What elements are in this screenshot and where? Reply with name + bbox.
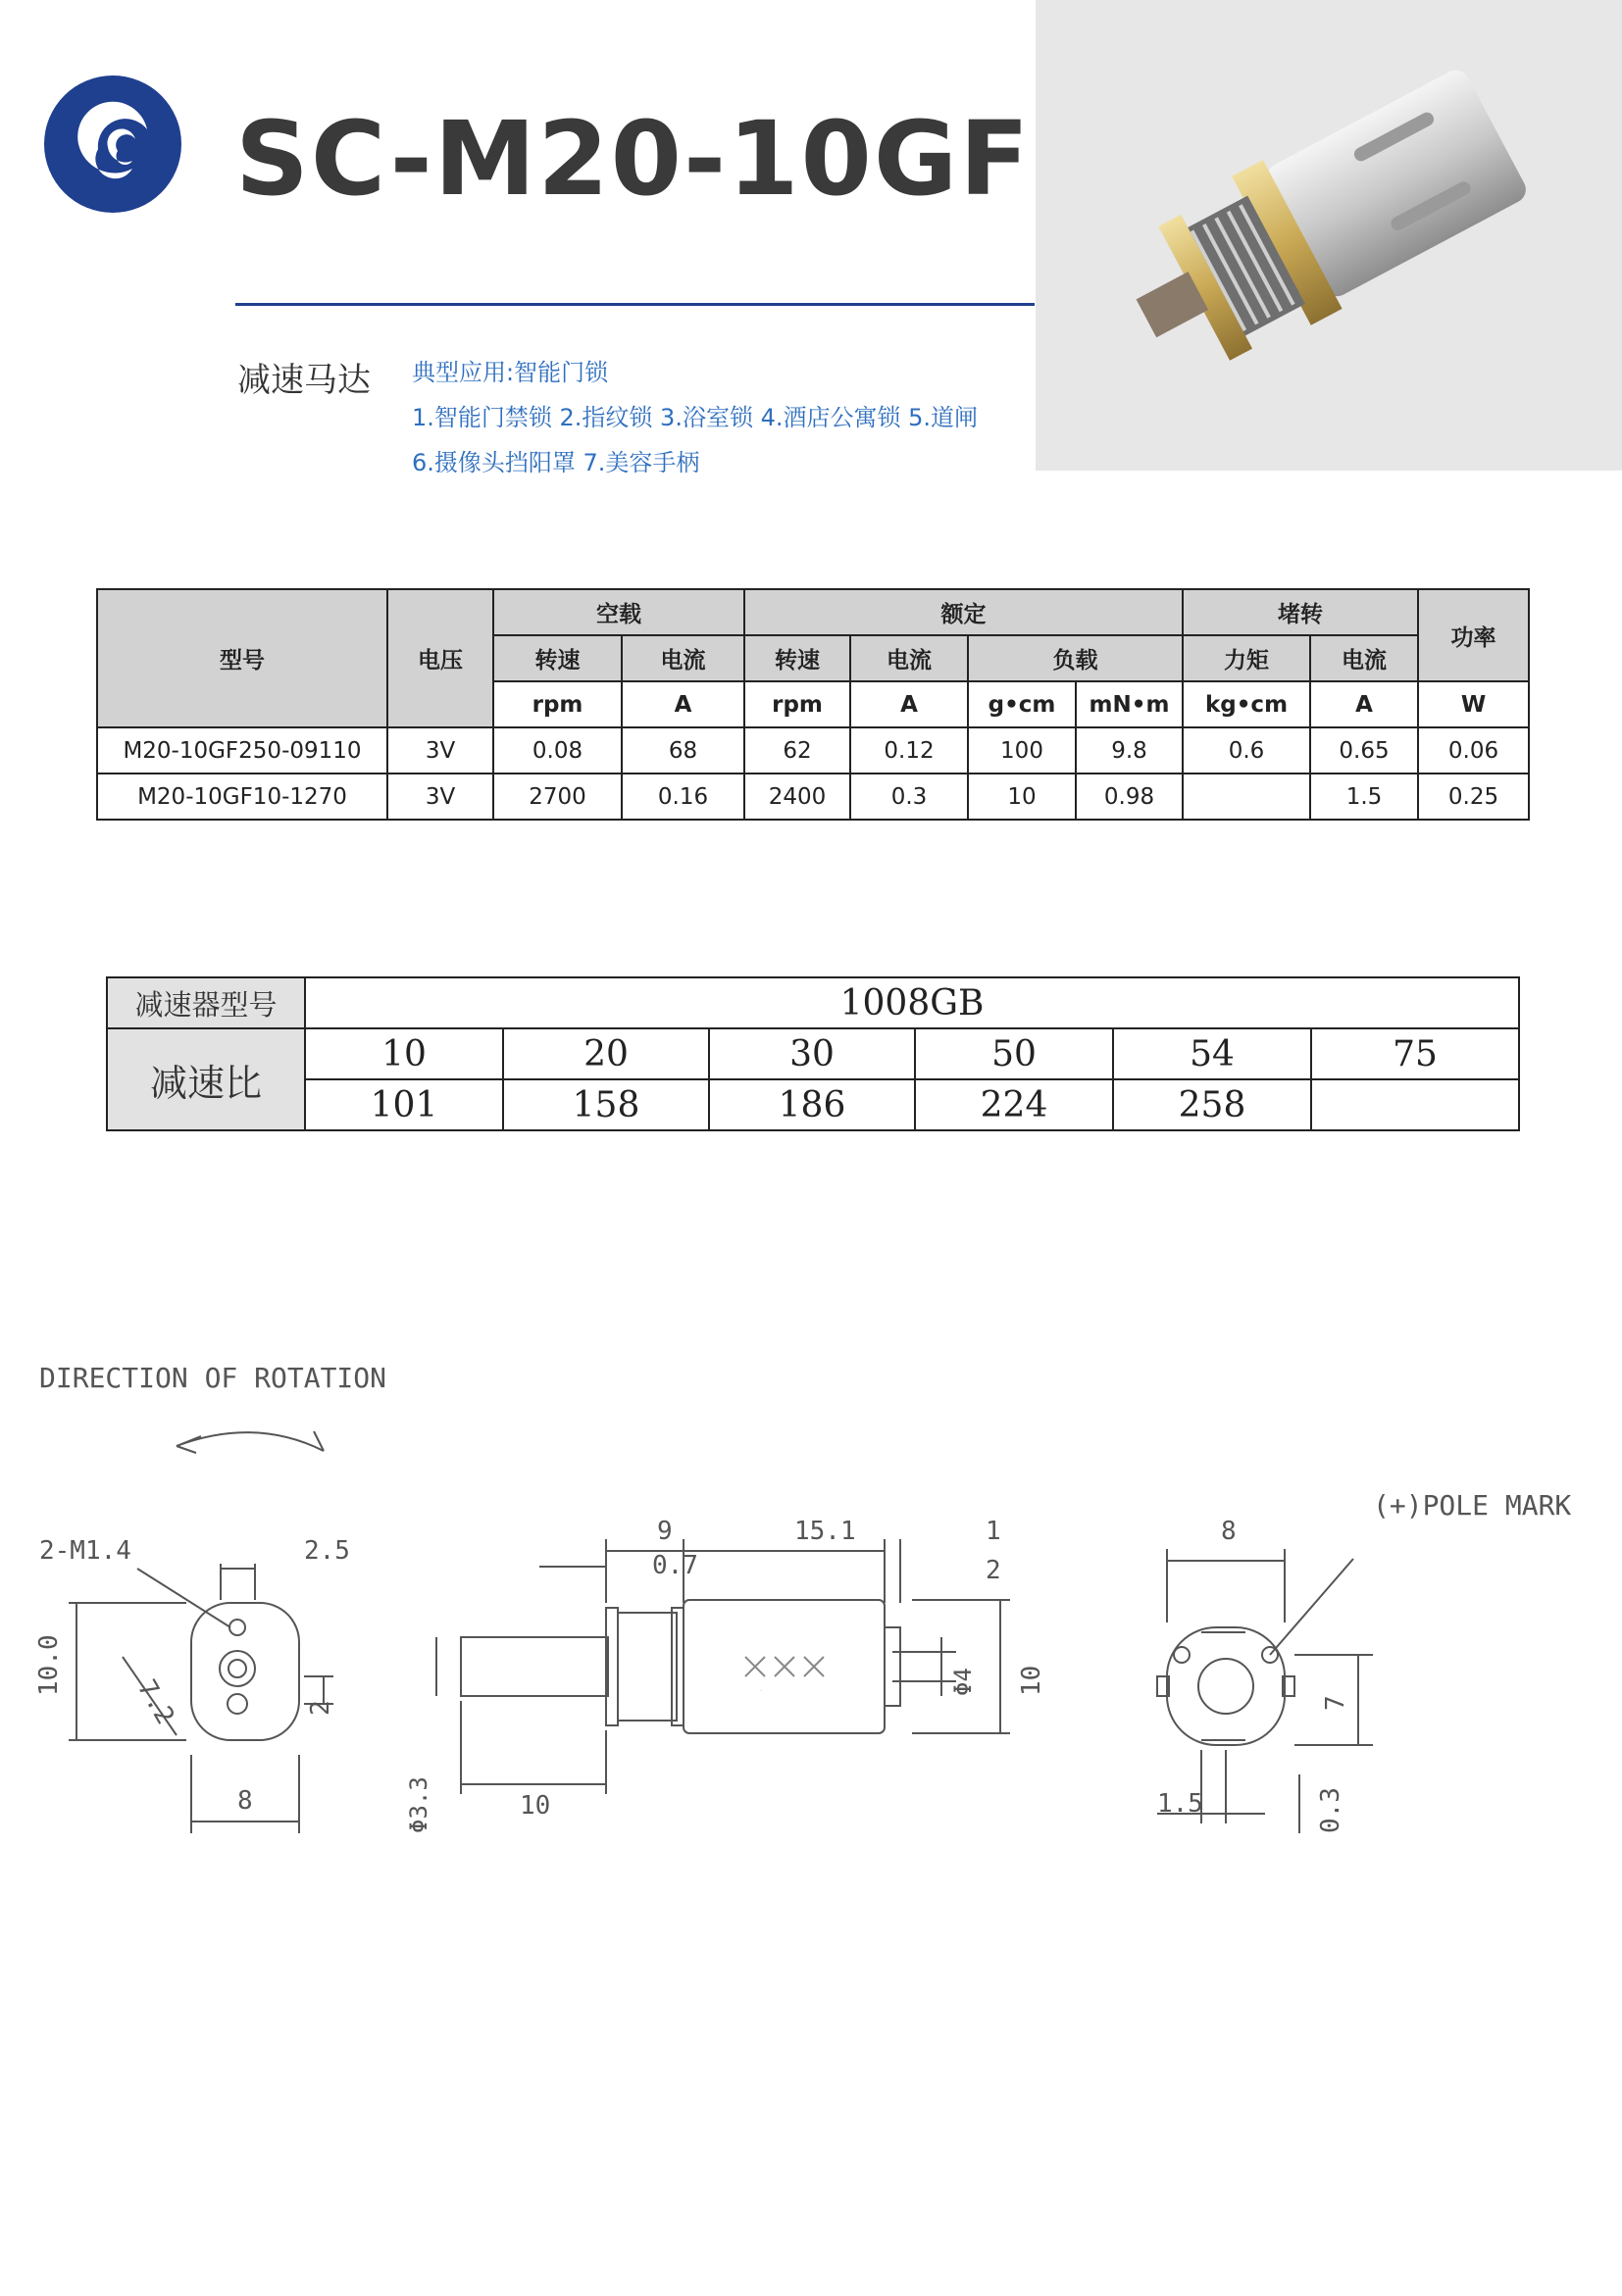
product-title: SC-M20-10GF xyxy=(235,99,1032,219)
dim-0-7: 0.7 xyxy=(652,1551,698,1580)
ratio-cell: 258 xyxy=(1113,1079,1311,1130)
motor-marking: XXX xyxy=(760,1691,762,1692)
dim-2-5: 2.5 xyxy=(304,1536,350,1566)
cell: 2400 xyxy=(744,774,850,820)
header-no-load-current: 电流 xyxy=(622,635,744,681)
gearbox-model-label: 减速器型号 xyxy=(107,977,305,1028)
header-no-load: 空载 xyxy=(493,589,744,635)
unit-cell: A xyxy=(850,681,968,727)
table-row xyxy=(97,774,1529,820)
header-rated: 额定 xyxy=(744,589,1183,635)
ratio-cell: 30 xyxy=(709,1028,915,1079)
product-photo xyxy=(1036,0,1622,471)
dimension-drawing xyxy=(29,1343,1608,1853)
cell: 0.16 xyxy=(622,774,744,820)
cell: 0.06 xyxy=(1418,727,1529,774)
dim-9: 9 xyxy=(657,1517,673,1546)
table-row xyxy=(107,1079,1519,1130)
unit-cell: A xyxy=(622,681,744,727)
cell: 62 xyxy=(744,727,850,774)
cell: 0.6 xyxy=(1183,727,1310,774)
dim-1: 1 xyxy=(986,1517,1001,1546)
application-title: 典型应用:智能门锁 xyxy=(412,359,609,386)
cell: 0.98 xyxy=(1076,774,1183,820)
cell: M20-10GF250-09110 xyxy=(97,727,387,774)
dim-10-0: 10.0 xyxy=(34,1634,64,1696)
unit-cell: A xyxy=(1310,681,1418,727)
header-stall: 堵转 xyxy=(1183,589,1418,635)
product-subtitle: 减速马达 xyxy=(237,361,371,400)
ratio-label: 减速比 xyxy=(107,1028,305,1130)
dim-10-side: 10 xyxy=(1017,1665,1046,1696)
gearbox-model-value: 1008GB xyxy=(305,977,1519,1028)
cell: 0.25 xyxy=(1418,774,1529,820)
cell xyxy=(1183,774,1310,820)
ratio-cell: 158 xyxy=(503,1079,709,1130)
cell: 0.12 xyxy=(850,727,968,774)
header-stall-torque: 力矩 xyxy=(1183,635,1310,681)
ratio-cell: 75 xyxy=(1311,1028,1519,1079)
gear-motor-image xyxy=(1036,0,1622,471)
header-rated-speed: 转速 xyxy=(744,635,850,681)
dim-hole-label: 2-M1.4 xyxy=(39,1536,131,1566)
dim-15-1: 15.1 xyxy=(794,1517,856,1546)
header-power: 功率 xyxy=(1418,589,1529,681)
dim-phi3-3: Φ3.3 xyxy=(405,1776,432,1833)
reduction-ratio-table xyxy=(106,976,1520,1131)
dim-8-front: 8 xyxy=(237,1786,253,1816)
dim-2-front: 2 xyxy=(306,1700,335,1716)
unit-cell: g•cm xyxy=(968,681,1076,727)
header-divider xyxy=(235,303,1035,306)
dim-1-5: 1.5 xyxy=(1157,1789,1203,1819)
table-row xyxy=(97,727,1529,774)
dim-2-side: 2 xyxy=(986,1556,1001,1585)
specification-table xyxy=(96,588,1530,821)
dim-10-shaft: 10 xyxy=(520,1791,551,1821)
dim-phi4: Φ4 xyxy=(949,1668,977,1696)
table-row xyxy=(107,1028,1519,1079)
pole-mark-label: (+)POLE MARK xyxy=(1373,1489,1572,1522)
header-voltage: 电压 xyxy=(387,589,493,727)
cell: 9.8 xyxy=(1076,727,1183,774)
ratio-cell xyxy=(1311,1079,1519,1130)
header-no-load-speed: 转速 xyxy=(493,635,622,681)
header-model: 型号 xyxy=(97,589,387,727)
unit-cell: W xyxy=(1418,681,1529,727)
ratio-cell: 10 xyxy=(305,1028,503,1079)
application-list-line-1: 1.智能门禁锁 2.指纹锁 3.浴室锁 4.酒店公寓锁 5.道闸 xyxy=(412,404,979,431)
ratio-cell: 54 xyxy=(1113,1028,1311,1079)
cell: 0.3 xyxy=(850,774,968,820)
unit-cell: mN•m xyxy=(1076,681,1183,727)
unit-cell: rpm xyxy=(493,681,622,727)
dim-8-rear: 8 xyxy=(1221,1517,1237,1546)
direction-label: DIRECTION OF ROTATION xyxy=(39,1362,387,1394)
ratio-cell: 20 xyxy=(503,1028,709,1079)
cell: 3V xyxy=(387,727,493,774)
company-logo-icon xyxy=(39,71,186,218)
header-rated-current: 电流 xyxy=(850,635,968,681)
cell: 2700 xyxy=(493,774,622,820)
unit-cell: kg•cm xyxy=(1183,681,1310,727)
ratio-cell: 50 xyxy=(915,1028,1113,1079)
cell: 100 xyxy=(968,727,1076,774)
unit-cell: rpm xyxy=(744,681,850,727)
ratio-cell: 186 xyxy=(709,1079,915,1130)
dim-7-2: 7.2 xyxy=(130,1674,180,1730)
dim-0-3: 0.3 xyxy=(1316,1787,1345,1833)
cell: 0.65 xyxy=(1310,727,1418,774)
ratio-cell: 224 xyxy=(915,1079,1113,1130)
header-rated-load: 负载 xyxy=(968,635,1183,681)
cell: M20-10GF10-1270 xyxy=(97,774,387,820)
application-list-line-2: 6.摄像头挡阳罩 7.美容手柄 xyxy=(412,449,700,476)
cell: 0.08 xyxy=(493,727,622,774)
cell: 10 xyxy=(968,774,1076,820)
ratio-cell: 101 xyxy=(305,1079,503,1130)
cell: 1.5 xyxy=(1310,774,1418,820)
cell: 3V xyxy=(387,774,493,820)
dim-7-rear: 7 xyxy=(1321,1695,1350,1711)
cell: 68 xyxy=(622,727,744,774)
header-stall-current: 电流 xyxy=(1310,635,1418,681)
